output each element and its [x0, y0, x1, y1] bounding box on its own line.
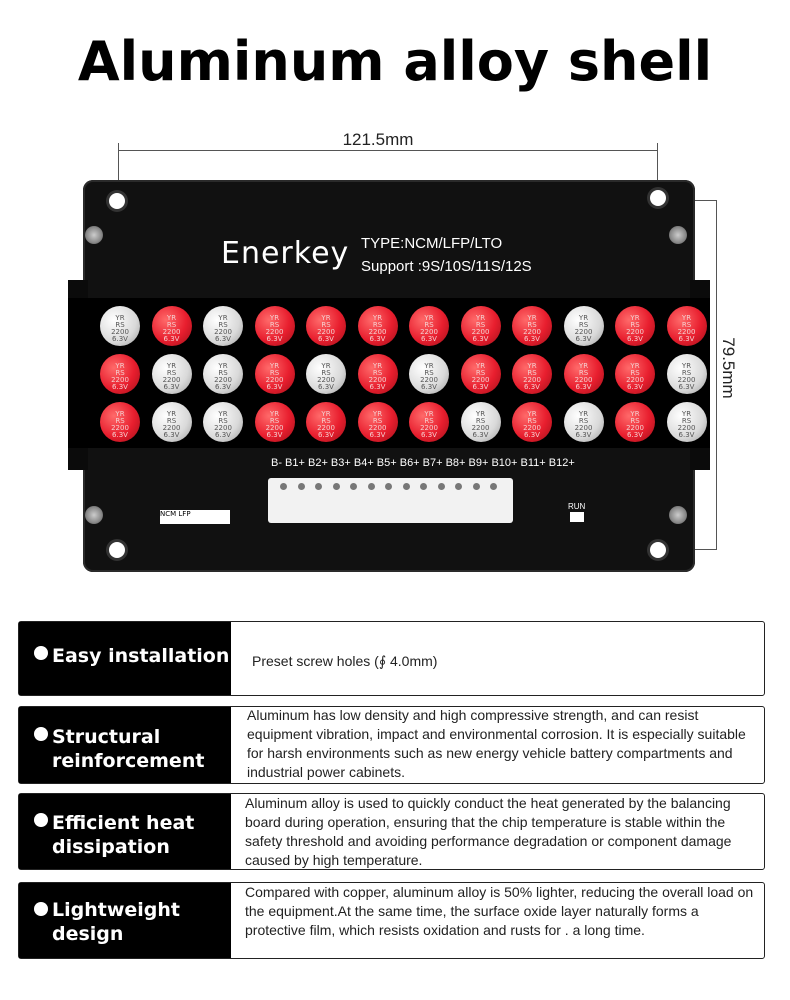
- capacitor: YR RS 2200 6.3V: [203, 306, 243, 346]
- capacitor: YR RS 2200 6.3V: [564, 354, 604, 394]
- connector-pin: [455, 483, 462, 490]
- capacitor: YR RS 2200 6.3V: [615, 402, 655, 442]
- connector-pin: [420, 483, 427, 490]
- connector-pin: [315, 483, 322, 490]
- capacitor: YR RS 2200 6.3V: [152, 306, 192, 346]
- capacitor: YR RS 2200 6.3V: [358, 306, 398, 346]
- capacitor: YR RS 2200 6.3V: [152, 402, 192, 442]
- capacitor: YR RS 2200 6.3V: [615, 354, 655, 394]
- capacitor: YR RS 2200 6.3V: [461, 402, 501, 442]
- feature-title: Structural reinforcement: [52, 726, 205, 772]
- screw-head: [669, 226, 687, 244]
- capacitor: YR RS 2200 6.3V: [512, 402, 552, 442]
- feature-description: Compared with copper, aluminum alloy is 50% lighter, reducing the overall load on the equipment.At the same time, the surface oxide layer naturally forms a protective film, which resists oxidation and rusts for . a long time.: [245, 884, 754, 938]
- feature-title: Lightweight design: [52, 899, 180, 945]
- feature-description: Aluminum alloy is used to quickly conduct the heat generated by the balancing board during operation, ensuring that the chip temperature is stable within the safety threshold and avoiding performance degradation or component damage caused by high temperature.: [245, 795, 732, 868]
- capacitor: YR RS 2200 6.3V: [667, 354, 707, 394]
- capacitor: YR RS 2200 6.3V: [255, 354, 295, 394]
- connector-pin: [280, 483, 287, 490]
- screw-hole: [650, 190, 666, 206]
- capacitor: YR RS 2200 6.3V: [255, 306, 295, 346]
- capacitor: YR RS 2200 6.3V: [409, 402, 449, 442]
- feature-row-lightweight-design: [18, 882, 765, 959]
- screw-hole: [650, 542, 666, 558]
- connector-pin: [298, 483, 305, 490]
- capacitor: YR RS 2200 6.3V: [306, 354, 346, 394]
- capacitor: YR RS 2200 6.3V: [358, 354, 398, 394]
- connector-pin: [333, 483, 340, 490]
- capacitor: YR RS 2200 6.3V: [100, 402, 140, 442]
- bullet-icon: [34, 646, 48, 660]
- connector-pin: [350, 483, 357, 490]
- connector-pin: [403, 483, 410, 490]
- feature-row-easy-installation: [18, 621, 765, 696]
- feature-title-cell: [19, 883, 231, 958]
- board-support-text: Support :9S/10S/11S/12S: [361, 258, 532, 275]
- capacitor: YR RS 2200 6.3V: [409, 354, 449, 394]
- run-label: RUN: [568, 502, 586, 511]
- page-title: Aluminum alloy shell: [77, 30, 713, 93]
- bullet-icon: [34, 902, 48, 916]
- connector-pin: [473, 483, 480, 490]
- screw-hole: [109, 542, 125, 558]
- pin-labels: B- B1+ B2+ B3+ B4+ B5+ B6+ B7+ B8+ B9+ B10+ B11+ B12+: [271, 457, 575, 469]
- width-dimension-label: 121.5mm: [342, 130, 414, 149]
- capacitor: YR RS 2200 6.3V: [461, 306, 501, 346]
- capacitor: YR RS 2200 6.3V: [564, 306, 604, 346]
- connector-pin: [368, 483, 375, 490]
- run-led: [570, 512, 584, 522]
- capacitor: YR RS 2200 6.3V: [152, 354, 192, 394]
- capacitor: YR RS 2200 6.3V: [306, 306, 346, 346]
- screw-head: [669, 506, 687, 524]
- board-type-text: TYPE:NCM/LFP/LTO: [361, 235, 503, 252]
- feature-title: Efficient heat dissipation: [52, 812, 195, 858]
- feature-title-cell: [19, 707, 231, 783]
- capacitor-array: [68, 298, 710, 448]
- screw-head: [85, 506, 103, 524]
- capacitor: YR RS 2200 6.3V: [358, 402, 398, 442]
- capacitor: YR RS 2200 6.3V: [409, 306, 449, 346]
- capacitor: YR RS 2200 6.3V: [100, 354, 140, 394]
- feature-title-cell: [19, 622, 231, 695]
- mode-led-label: NCM LFP: [160, 510, 230, 524]
- capacitor: YR RS 2200 6.3V: [564, 402, 604, 442]
- capacitor: YR RS 2200 6.3V: [461, 354, 501, 394]
- feature-title-cell: [19, 794, 231, 869]
- capacitor: YR RS 2200 6.3V: [255, 402, 295, 442]
- connector-pin: [490, 483, 497, 490]
- product-board-image: [83, 180, 695, 572]
- capacitor: YR RS 2200 6.3V: [667, 306, 707, 346]
- capacitor: YR RS 2200 6.3V: [512, 354, 552, 394]
- capacitor: YR RS 2200 6.3V: [667, 402, 707, 442]
- capacitor: YR RS 2200 6.3V: [100, 306, 140, 346]
- capacitor: YR RS 2200 6.3V: [615, 306, 655, 346]
- bullet-icon: [34, 727, 48, 741]
- feature-row-structural-reinforcement: [18, 706, 765, 784]
- screw-head: [85, 226, 103, 244]
- screw-hole: [109, 193, 125, 209]
- connector-pin: [438, 483, 445, 490]
- brand-logo: Enerkey: [221, 236, 350, 271]
- capacitor: YR RS 2200 6.3V: [203, 402, 243, 442]
- capacitor: YR RS 2200 6.3V: [203, 354, 243, 394]
- feature-row-efficient-heat-dissipation: [18, 793, 765, 870]
- balance-connector: [268, 478, 513, 523]
- capacitor: YR RS 2200 6.3V: [306, 402, 346, 442]
- feature-description: Aluminum has low density and high compressive strength, and can resist equipment vibration, impact and environmental corrosion. It is especially suitable for harsh environments such as new energy vehicle battery compartments and industrial power cabinets.: [247, 707, 746, 780]
- bullet-icon: [34, 813, 48, 827]
- capacitor: YR RS 2200 6.3V: [512, 306, 552, 346]
- feature-description: Preset screw holes (∮ 4.0mm): [252, 653, 438, 669]
- connector-pin: [385, 483, 392, 490]
- feature-title: Easy installation: [52, 645, 230, 667]
- height-dimension-label: 79.5mm: [719, 337, 738, 399]
